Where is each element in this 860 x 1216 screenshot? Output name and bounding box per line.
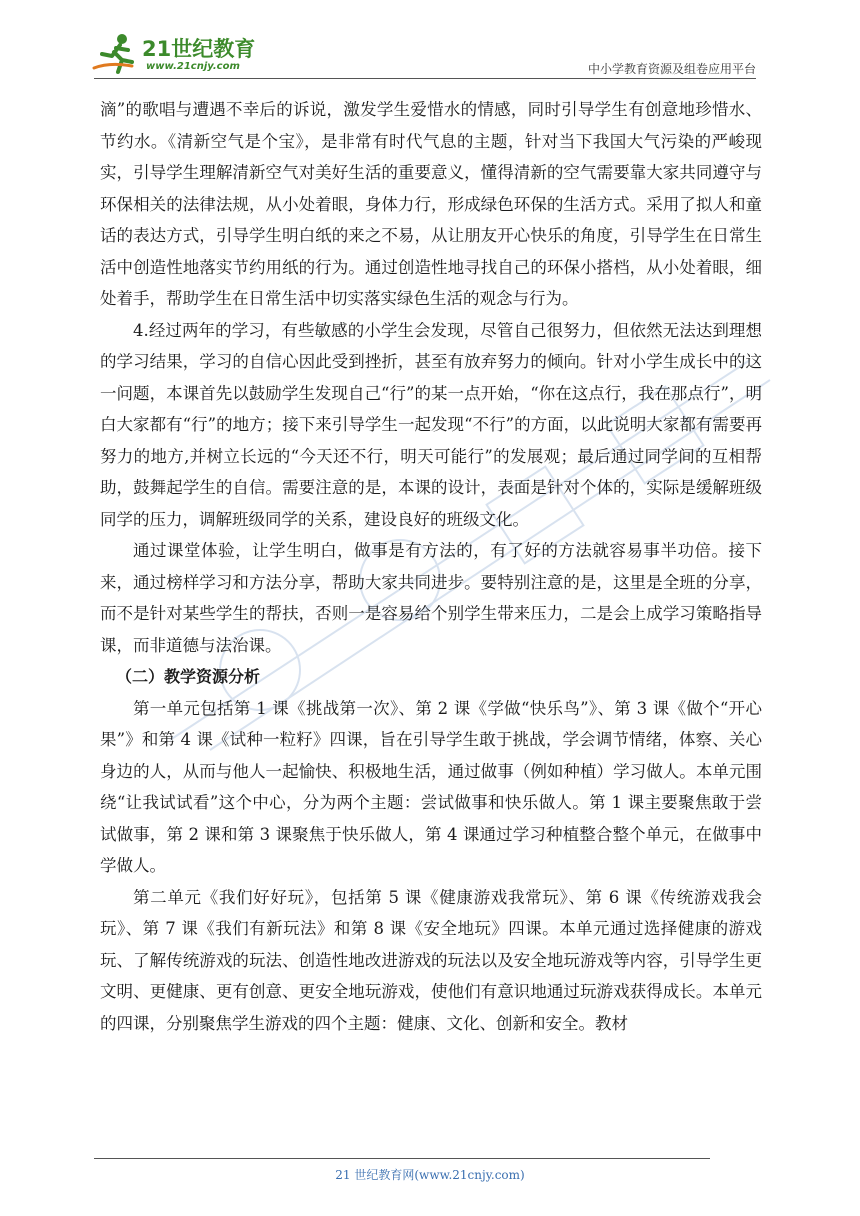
section-heading: （二）教学资源分析 xyxy=(116,667,261,686)
logo-site-text: www.21cnjy.com xyxy=(146,61,240,72)
footer-link[interactable]: 21 世纪教育网(www.21cnjy.com) xyxy=(335,1168,525,1182)
paragraph-unit-two: 第二单元《我们好好玩》，包括第 5 课《健康游戏我常玩》、第 6 课《传统游戏我会玩》、第 7 课《我们有新玩法》和第 8 课《安全地玩》四课。本单元通过选择健康的游戏玩、了解传统游戏的玩法、创造性地改进游戏的玩法以及安全地玩游戏等内容，引导学生更文明、更健康、更有创意、更安全地玩游戏，使他们有意识地通过玩游戏获得成长。本单元的四课，分别聚焦学生游戏的四个主题：健康、文化、创新和安全。教材 xyxy=(100,887,762,1033)
footer-divider xyxy=(94,1158,710,1159)
platform-name: 中小学教育资源及组卷应用平台 xyxy=(587,62,756,76)
document-body xyxy=(100,94,762,1039)
site-logo[interactable] xyxy=(92,30,262,78)
running-figure-logo-icon xyxy=(92,32,142,76)
paragraph-item-4: 4.经过两年的学习，有些敏感的小学生会发现，尽管自己很努力，但依然无法达到理想的学习结果，学习的自信心因此受到挫折，甚至有放弃努力的倾向。针对小学生成长中的这一问题，本课首先以鼓励学生发现自己“行”的某一点开始，“你在这点行，我在那点行”，明白大家都有“行”的地方；接下来引导学生一起发现“不行”的方面，以此说明大家都有需要再努力的地方,并树立长远的“今天还不行，明天可能行”的发展观；最后通过同学间的互相帮助，鼓舞起学生的自信。需要注意的是，本课的设计，表面是针对个体的，实际是缓解班级同学的压力，调解班级同学的关系，建设良好的班级文化。 xyxy=(100,320,762,529)
header-divider xyxy=(94,78,756,79)
page-header xyxy=(0,0,860,82)
paragraph-classroom-experience: 通过课堂体验，让学生明白，做事是有方法的，有了好的方法就容易事半功倍。接下来，通过榜样学习和方法分享，帮助大家共同进步。要特别注意的是，这里是全班的分享，而不是针对某些学生的帮扶，否则一是容易给个别学生带来压力，二是会上成学习策略指导课，而非道德与法治课。 xyxy=(100,541,762,655)
logo-brand-text: 21世纪教育 xyxy=(142,37,256,61)
paragraph-unit-one: 第一单元包括第 1 课《挑战第一次》、第 2 课《学做“快乐鸟”》、第 3 课《做个“开心果”》和第 4 课《试种一粒籽》四课，旨在引导学生敢于挑战，学会调节情绪，体察、关心身边的人，从而与他人一起愉快、积极地生活，通过做事（例如种植）学习做人。本单元围绕“让我试试看”这个中心，分为两个主题：尝试做事和快乐做人。第 1 课主要聚焦敢于尝试做事，第 2 课和第 3 课聚焦于快乐做人，第 4 课通过学习种植整合整个单元，在做事中学做人。 xyxy=(100,698,762,875)
paragraph-continuation: 滴”的歌唱与遭遇不幸后的诉说，激发学生爱惜水的情感，同时引导学生有创意地珍惜水、节约水。《清新空气是个宝》，是非常有时代气息的主题，针对当下我国大气污染的严峻现实，引导学生理解清新空气对美好生活的重要意义，懂得清新的空气需要靠大家共同遵守与环保相关的法律法规，从小处着眼，身体力行，形成绿色环保的生活方式。采用了拟人和童话的表达方式，引导学生明白纸的来之不易，从让朋友开心快乐的角度，引导学生在日常生活中创造性地落实节约用纸的行为。通过创造性地寻找自己的环保小搭档，从小处着眼，细处着手，帮助学生在日常生活中切实落实绿色生活的观念与行为。 xyxy=(100,100,762,308)
